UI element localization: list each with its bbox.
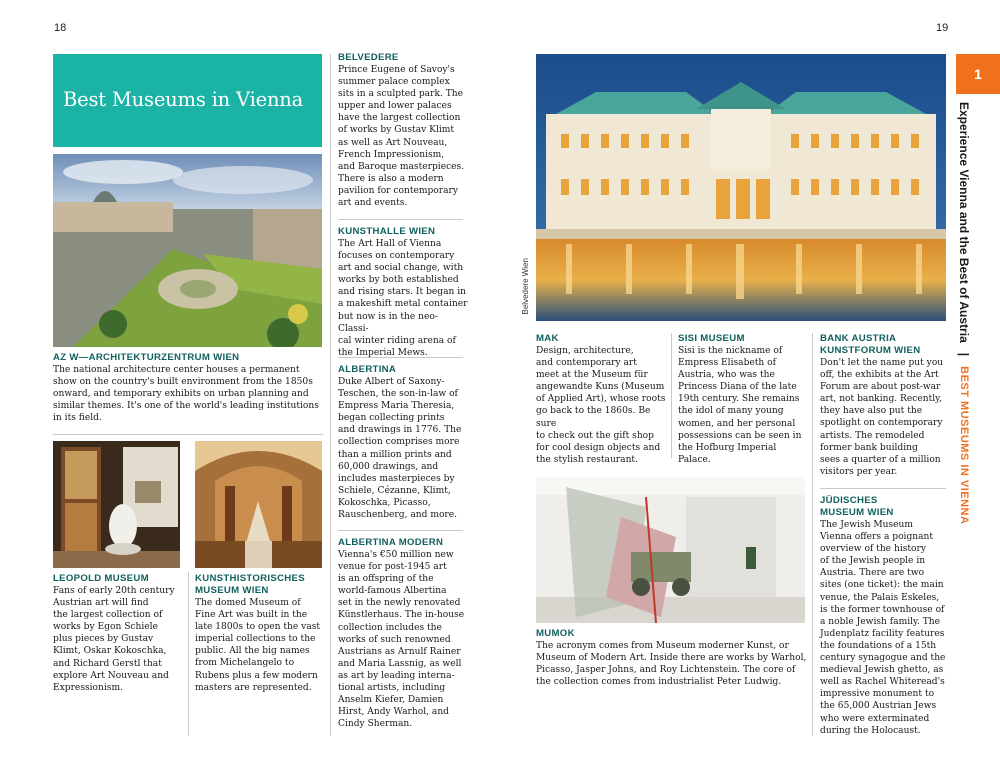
kunsthistorisches-museum-photo [195, 441, 322, 568]
column-divider [188, 572, 189, 736]
section-divider [338, 530, 463, 531]
albertina-text: Duke Albert of Saxony- Teschen, the son-in-law of Empress Maria Theresia, began collecting prints and drawings in 1776. The collection comprises more than a million prints and 60,000 drawings, and includes masterpieces by Schiele, Cézanne, Klimt, Kokoschka, Picasso, Rauschenberg, and more. [338, 377, 462, 521]
albertina-heading: ALBERTINA [338, 364, 397, 375]
sisi-text: Sisi is the nickname of Empress Elisabeth of Austria, who was the Princess Diana of the late 19th century. She remains the idol of many young women, and her personal possessions can be seen in the Hofburg Imperial Palace. [678, 346, 802, 465]
mumok-text: The acronym comes from Museum moderner Kunst, or Museum of Modern Art. Inside there are works by Warhol, Picasso, Jasper Johns, and Roy Lichtenstein. The core of the collection comes from industrialist Peter Ludwig. [536, 641, 807, 688]
running-title: Experience Vienna and the Best of Austria [957, 102, 971, 343]
section-divider [820, 488, 946, 489]
khm-heading: KUNSTHISTORISCHES MUSEUM WIEN [195, 573, 305, 596]
mumok-heading: MUMOK [536, 628, 575, 639]
section-divider [338, 219, 463, 220]
sisi-heading: SISI MUSEUM [678, 333, 745, 344]
column-divider [671, 333, 672, 458]
section-divider [53, 434, 323, 435]
khm-text: The domed Museum of Fine Art was built in the late 1800s to open the vast imperial collections to the public. All the big names from Michelangelo to Rubens plus a few modern masters are represented. [195, 598, 321, 693]
albertina-modern-heading: ALBERTINA MODERN [338, 537, 444, 548]
azw-text: The national architecture center houses a permanent show on the country's built environment from the 1850s onward, and temporary exhibits on urban planning and similar themes. It's one of the world's leading institutions in its field. [53, 365, 319, 424]
title-banner [53, 54, 322, 147]
chapter-number-tab: 1 [956, 54, 1000, 94]
aerial-museums-photo [53, 154, 322, 347]
mak-text: Design, architecture, and contemporary art meet at the Museum für angewandte Kuns (Museum of Applied Art), whose roots go back to the 1860s. Be sure to check out the gift shop for cool design objects and the stylish restaurant. [536, 346, 666, 465]
kunsthalle-text: The Art Hall of Vienna focuses on contemporary art and social change, with works by both established and rising stars. It began in a makeshift metal container but now is in the neo-Classi- cal winter riding arena of the Imperial Mews. [338, 239, 468, 358]
belvedere-text: Prince Eugene of Savoy's summer palace complex sits in a sculpted park. The upper and lower palaces have the largest collection of works by Gustav Klimt as well as Art Nouveau, French Impressionism, and Baroque masterpieces. There is also a modern pavilion for contemporary art and events. [338, 65, 465, 209]
juedisches-heading: JÜDISCHES MUSEUM WIEN [820, 495, 894, 518]
leopold-text: Fans of early 20th century Austrian art will find the largest collection of works by Egon Schiele plus pieces by Gustav Klimt, Oskar Kokoschka, and Richard Gerstl that explore Art Nouveau and Expressionism. [53, 586, 175, 693]
albertina-modern-text: Vienna's €50 million new venue for post-1945 art is an offspring of the world-famous Albertina set in the newly renovated Künstlerhaus. The in-house collection includes the works of such renowned Austrians as Arnulf Rainer and Maria Lassnig, as well as art by leading interna- tional artists, including Anselm Kiefer, Damien Hirst, Andy Warhol, and Cindy Sherman. [338, 550, 465, 730]
juedisches-text: The Jewish Museum Vienna offers a poignant overview of the history of the Jewish people in Austria. There are two sites (one ticket): the main venue, the Palais Eskeles, is the former townhouse of a noble Jewish family. The Judenplatz facility features the foundations of a 15th century synagogue and the medieval Jewish ghetto, as well as Rachel Whiteread's impressive monument to the 65,000 Austrian Jews who were exterminated during the Holocaust. [820, 520, 946, 736]
belvedere-palace-photo [536, 54, 946, 321]
left-page-number: 18 [54, 22, 67, 34]
leopold-heading: LEOPOLD MUSEUM [53, 573, 149, 584]
photo-caption: Belvedere Wien [521, 258, 530, 315]
column-divider [330, 54, 331, 736]
column-divider [812, 333, 813, 736]
running-section: BEST MUSEUMS IN VIENNA [958, 366, 970, 525]
bank-austria-heading: BANK AUSTRIA KUNSTFORUM WIEN [820, 333, 921, 356]
mak-heading: MAK [536, 333, 559, 344]
leopold-museum-photo [53, 441, 180, 568]
mumok-gallery-photo [536, 477, 805, 623]
azw-heading: AZ W—ARCHITEKTURZENTRUM WIEN [53, 352, 240, 363]
running-head: Experience Vienna and the Best of Austria | BEST MUSEUMS IN VIENNA [957, 102, 971, 525]
bank-austria-text: Don't let the name put you off, the exhibits at the Art Forum are about post-war art, not banking. Recently, they have also put the spotlight on contemporary artists. The remodeled former bank building sees a quarter of a million visitors per year. [820, 358, 944, 477]
kunsthalle-heading: KUNSTHALLE WIEN [338, 226, 436, 237]
belvedere-heading: BELVEDERE [338, 52, 399, 63]
right-page-number: 19 [936, 22, 949, 34]
page-title: Best Museums in Vienna [63, 88, 304, 111]
